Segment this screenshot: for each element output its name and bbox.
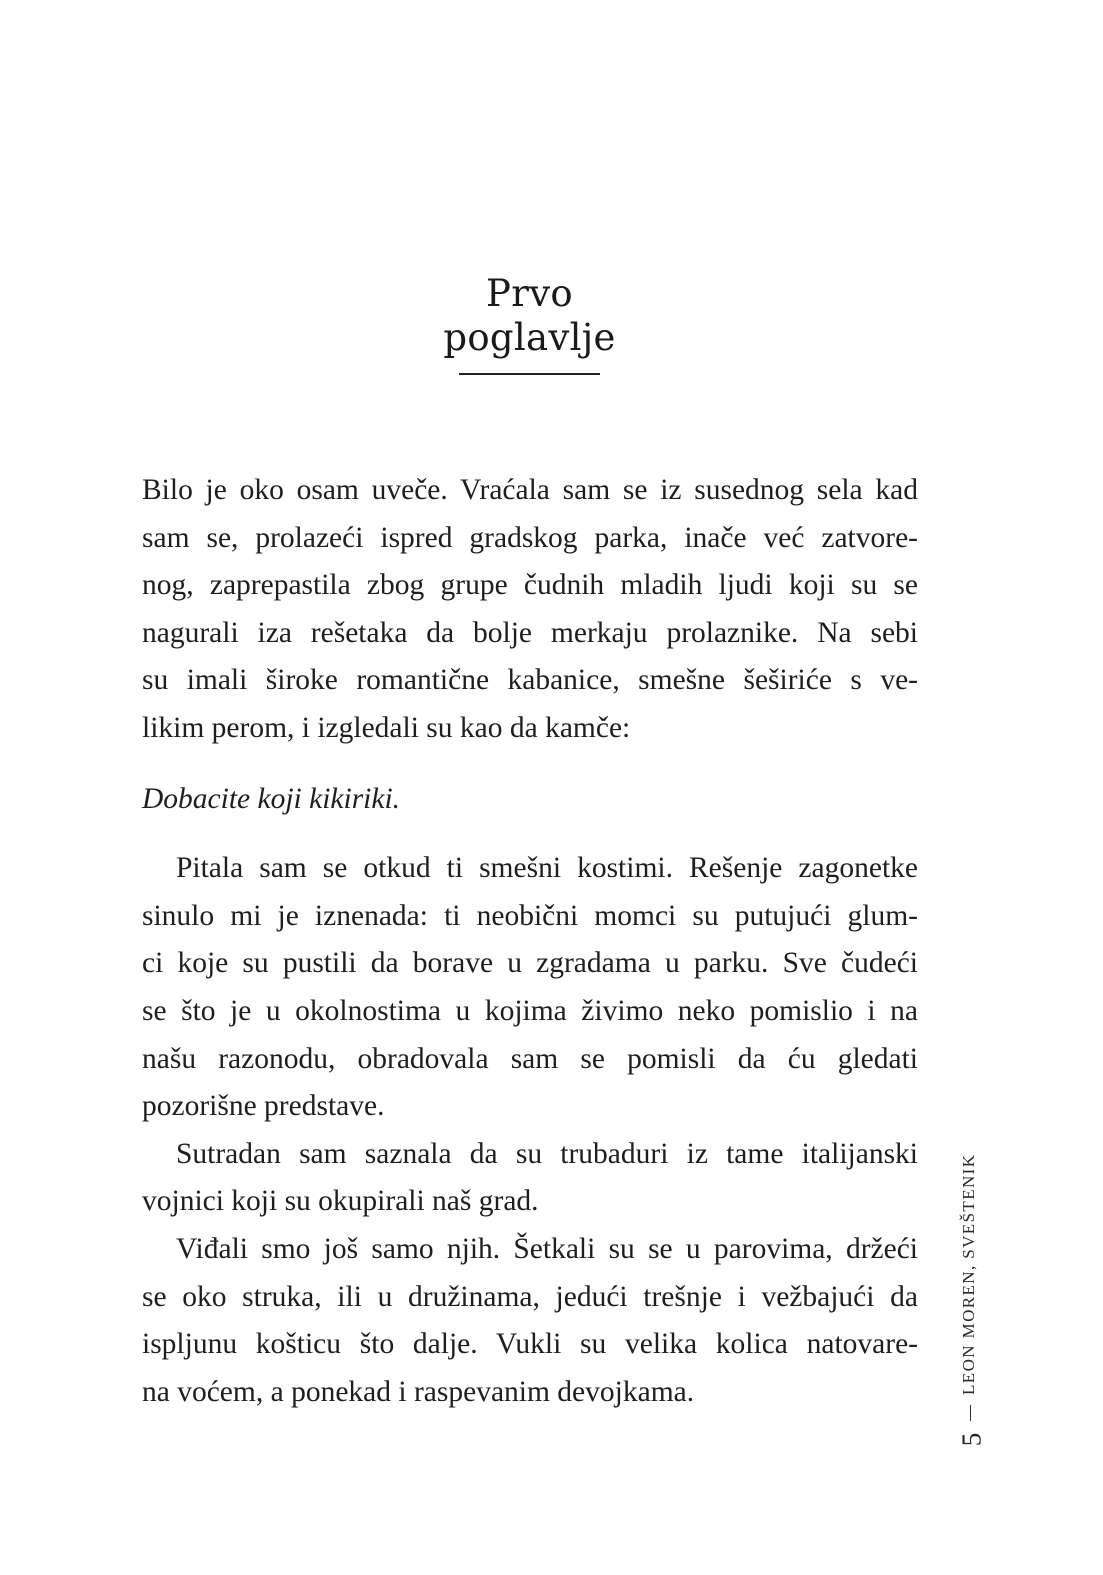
text-line: se oko struka, ili u družinama, jedući trešnje i vežbajući da	[142, 1280, 918, 1313]
text-line: se što je u okolnostima u kojima živimo neko pomislio i na	[142, 994, 918, 1027]
body-text	[142, 467, 918, 1416]
text-line: sam se, prolazeći ispred gradskog parka, inače već zatvore-	[142, 521, 918, 554]
text-line: vojnici koji su okupirali naš grad.	[142, 1185, 539, 1218]
text-line: pozorišne predstave.	[142, 1090, 385, 1123]
text-line: Bilo je oko osam uveče. Vraćala sam se iz susednog sela kad	[142, 474, 918, 506]
text-line: su imali široke romantične kabanice, smešne šeširiće s ve-	[142, 664, 918, 697]
title-underline-rule	[459, 373, 600, 375]
footer-divider	[970, 1405, 971, 1421]
chapter-title-line-2: poglavlje	[443, 316, 616, 359]
text-line: likim perom, i izgledali su kao da kamče:	[142, 711, 631, 744]
text-line: nagurali iza rešetaka da bolje merkaju prolaznike. Na sebi	[142, 616, 918, 649]
paragraph-1	[142, 467, 918, 753]
text-line: našu razonodu, obradovala sam se pomisli da ću gledati	[142, 1042, 918, 1075]
paragraph-2	[142, 845, 918, 1131]
paragraph-3	[142, 1131, 918, 1226]
text-line: Viđali smo još samo njih. Šetkali su se u parovima, držeći	[176, 1232, 918, 1265]
text-line: Sutradan sam saznala da su trubaduri iz tame italijanski	[176, 1137, 918, 1170]
running-head-text: LEON MOREN, SVEŠTENIK	[959, 1153, 978, 1395]
text-line: sinulo mi je iznenada: ti neobični momci su putujući glum-	[142, 899, 918, 932]
italic-quote: Dobacite koji kikiriki.	[142, 782, 401, 815]
text-line: na voćem, a ponekad i raspevanim devojkama.	[142, 1375, 695, 1408]
running-head	[956, 1145, 986, 1395]
chapter-title-line-1: Prvo	[486, 272, 573, 315]
text-line: ci koje su pustili da borave u zgradama u parku. Sve čudeći	[142, 947, 918, 980]
text-line: nog, zaprepastila zbog grupe čudnih mladih ljudi koji su se	[142, 569, 918, 602]
text-line: ispljunu košticu što dalje. Vukli su velika kolica natovare-	[142, 1328, 918, 1361]
page-number: 5	[956, 1432, 987, 1447]
chapter-title	[0, 272, 1059, 360]
paragraph-4	[142, 1226, 918, 1416]
text-line: Pitala sam se otkud ti smešni kostimi. Rešenje zagonetke	[176, 852, 918, 885]
